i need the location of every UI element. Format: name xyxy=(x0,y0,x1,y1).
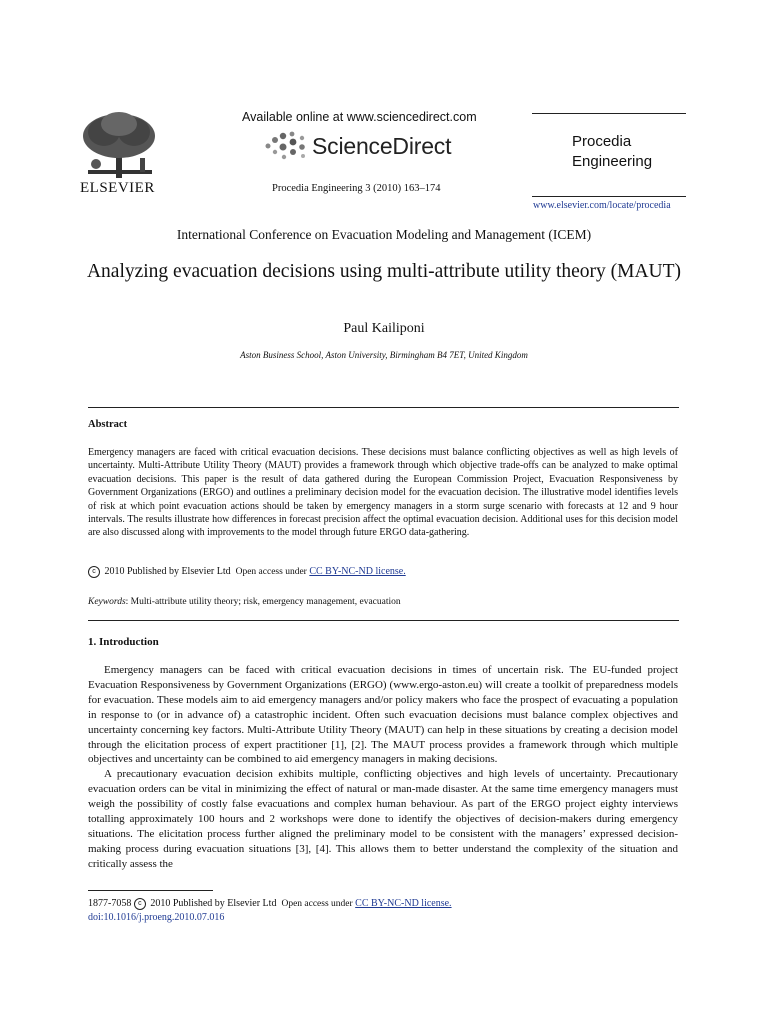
sciencedirect-wordmark: ScienceDirect xyxy=(312,132,452,159)
issn: 1877-7058 xyxy=(88,898,132,909)
paragraph: Emergency managers can be faced with critical evacuation decisions in times of uncertain risk. The EU-funded project Evacuation Responsiveness by Government Organizations (ERGO) (www.ergo-aston.eu) will create a toolkit of preparedness models for evacuation. These models aim to aid emergency managers and/or policy makers who face the prospect of evacuating a population in response to (or in advance of) a catastrophic incident. Often such evacuation decisions must balance complex objectives and uncertainty concerning key factors. Multi-Attribute Utility Theory (MAUT) can help in these situations by creating a decision model through the elicitation process of expert practitioner [1], [2]. The MAUT process provides a framework through which multiple objectives and uncertainty can be combined to aid emergency managers in making decisions. xyxy=(88,664,678,766)
available-online-text: Available online at www.sciencedirect.com xyxy=(242,110,477,124)
paragraph: A precautionary evacuation decision exhibits multiple, conflicting objectives and high levels of uncertainty. Precautionary evacuation orders can be vital in minimizing the effect of natural or man-made disaster. At the same time emergency managers must weigh the possibility of costly false evacuations and complex human behaviour. As part of the ERGO project eighty interviews totalling approximately 100 hours and 2 workshops were done to identify the objectives of decision-makers during emergency situations. The elicitation process further aligned the preliminary model to be consistent with the managers’ expressed decision-making process during evacuation situations [3], [4]. This allows them to better understand the complexity of the situation and critically assess the xyxy=(88,768,678,870)
abstract-copyright xyxy=(88,566,406,578)
footer-info xyxy=(88,897,452,924)
conference-name: International Conference on Evacuation Modeling and Management (ICEM) xyxy=(176,227,592,242)
journal-name xyxy=(572,132,652,172)
journal-name-line2: Engineering xyxy=(572,153,653,170)
journal-citation: Procedia Engineering 3 (2010) 163–174 xyxy=(272,183,441,194)
abstract-bottom-rule xyxy=(88,620,679,621)
doi-link[interactable]: doi:10.1016/j.proeng.2010.07.016 xyxy=(88,912,225,923)
introduction-body xyxy=(88,663,678,872)
journal-name-box xyxy=(532,113,686,197)
sciencedirect-dots-icon xyxy=(262,130,308,162)
section-heading-introduction: 1. Introduction xyxy=(88,636,159,648)
paper-title: Analyzing evacuation decisions using multi-attribute utility theory (MAUT) xyxy=(86,261,682,282)
keywords xyxy=(88,597,401,607)
footnote-rule xyxy=(88,890,213,891)
abstract-top-rule xyxy=(88,407,679,408)
author-name: Paul Kailiponi xyxy=(343,321,425,336)
footer-license-link[interactable]: CC BY-NC-ND license. xyxy=(355,898,452,909)
abstract-heading: Abstract xyxy=(88,419,128,430)
sciencedirect-logo[interactable] xyxy=(262,128,451,164)
keywords-label: Keywords xyxy=(88,597,126,607)
copyright-text: 2010 Published by Elsevier Ltd xyxy=(104,566,231,577)
copyright-icon: c xyxy=(88,566,100,578)
keywords-list: : Multi-attribute utility theory; risk, emergency management, evacuation xyxy=(125,597,401,607)
copyright-icon: c xyxy=(134,898,146,910)
publisher-name: ELSEVIER xyxy=(80,180,155,196)
footer-open-access: Open access under xyxy=(281,899,353,909)
abstract-text: Emergency managers are faced with critical evacuation decisions. These decisions must balance conflicting objectives as well as high levels of uncertainty. Multi-Attribute Utility Theory (MAUT) provides a framework through which objective trade-offs can be analyzed to make optimal evacuation decisions. This paper is the result of data gathered during the European Commission Project, Evacuation Responsiveness by Government Organizations (ERGO) and outlines a preliminary decision model for the evacuation decision. The illustrative model identifies levels of risk at which point evacuation actions should be taken by emergency managers in a storm surge scenario with forecasts at 12 and 9 hour intervals. The results illustrate how differences in forecast precision affect the optimal evacuation decision. Additional uses for this decision model are also discussed along with improvements to the model through future ERGO data-gathering. xyxy=(88,447,678,539)
author-affiliation: Aston Business School, Aston University, Birmingham B4 7ET, United Kingdom xyxy=(240,350,528,360)
journal-url-link[interactable]: www.elsevier.com/locate/procedia xyxy=(533,200,671,211)
license-link[interactable]: CC BY-NC-ND license. xyxy=(309,566,406,577)
footer-copyright: 2010 Published by Elsevier Ltd xyxy=(150,898,277,909)
journal-name-line1: Procedia xyxy=(572,133,632,150)
open-access-text: Open access under xyxy=(235,567,307,577)
footer-license-line xyxy=(88,897,452,911)
